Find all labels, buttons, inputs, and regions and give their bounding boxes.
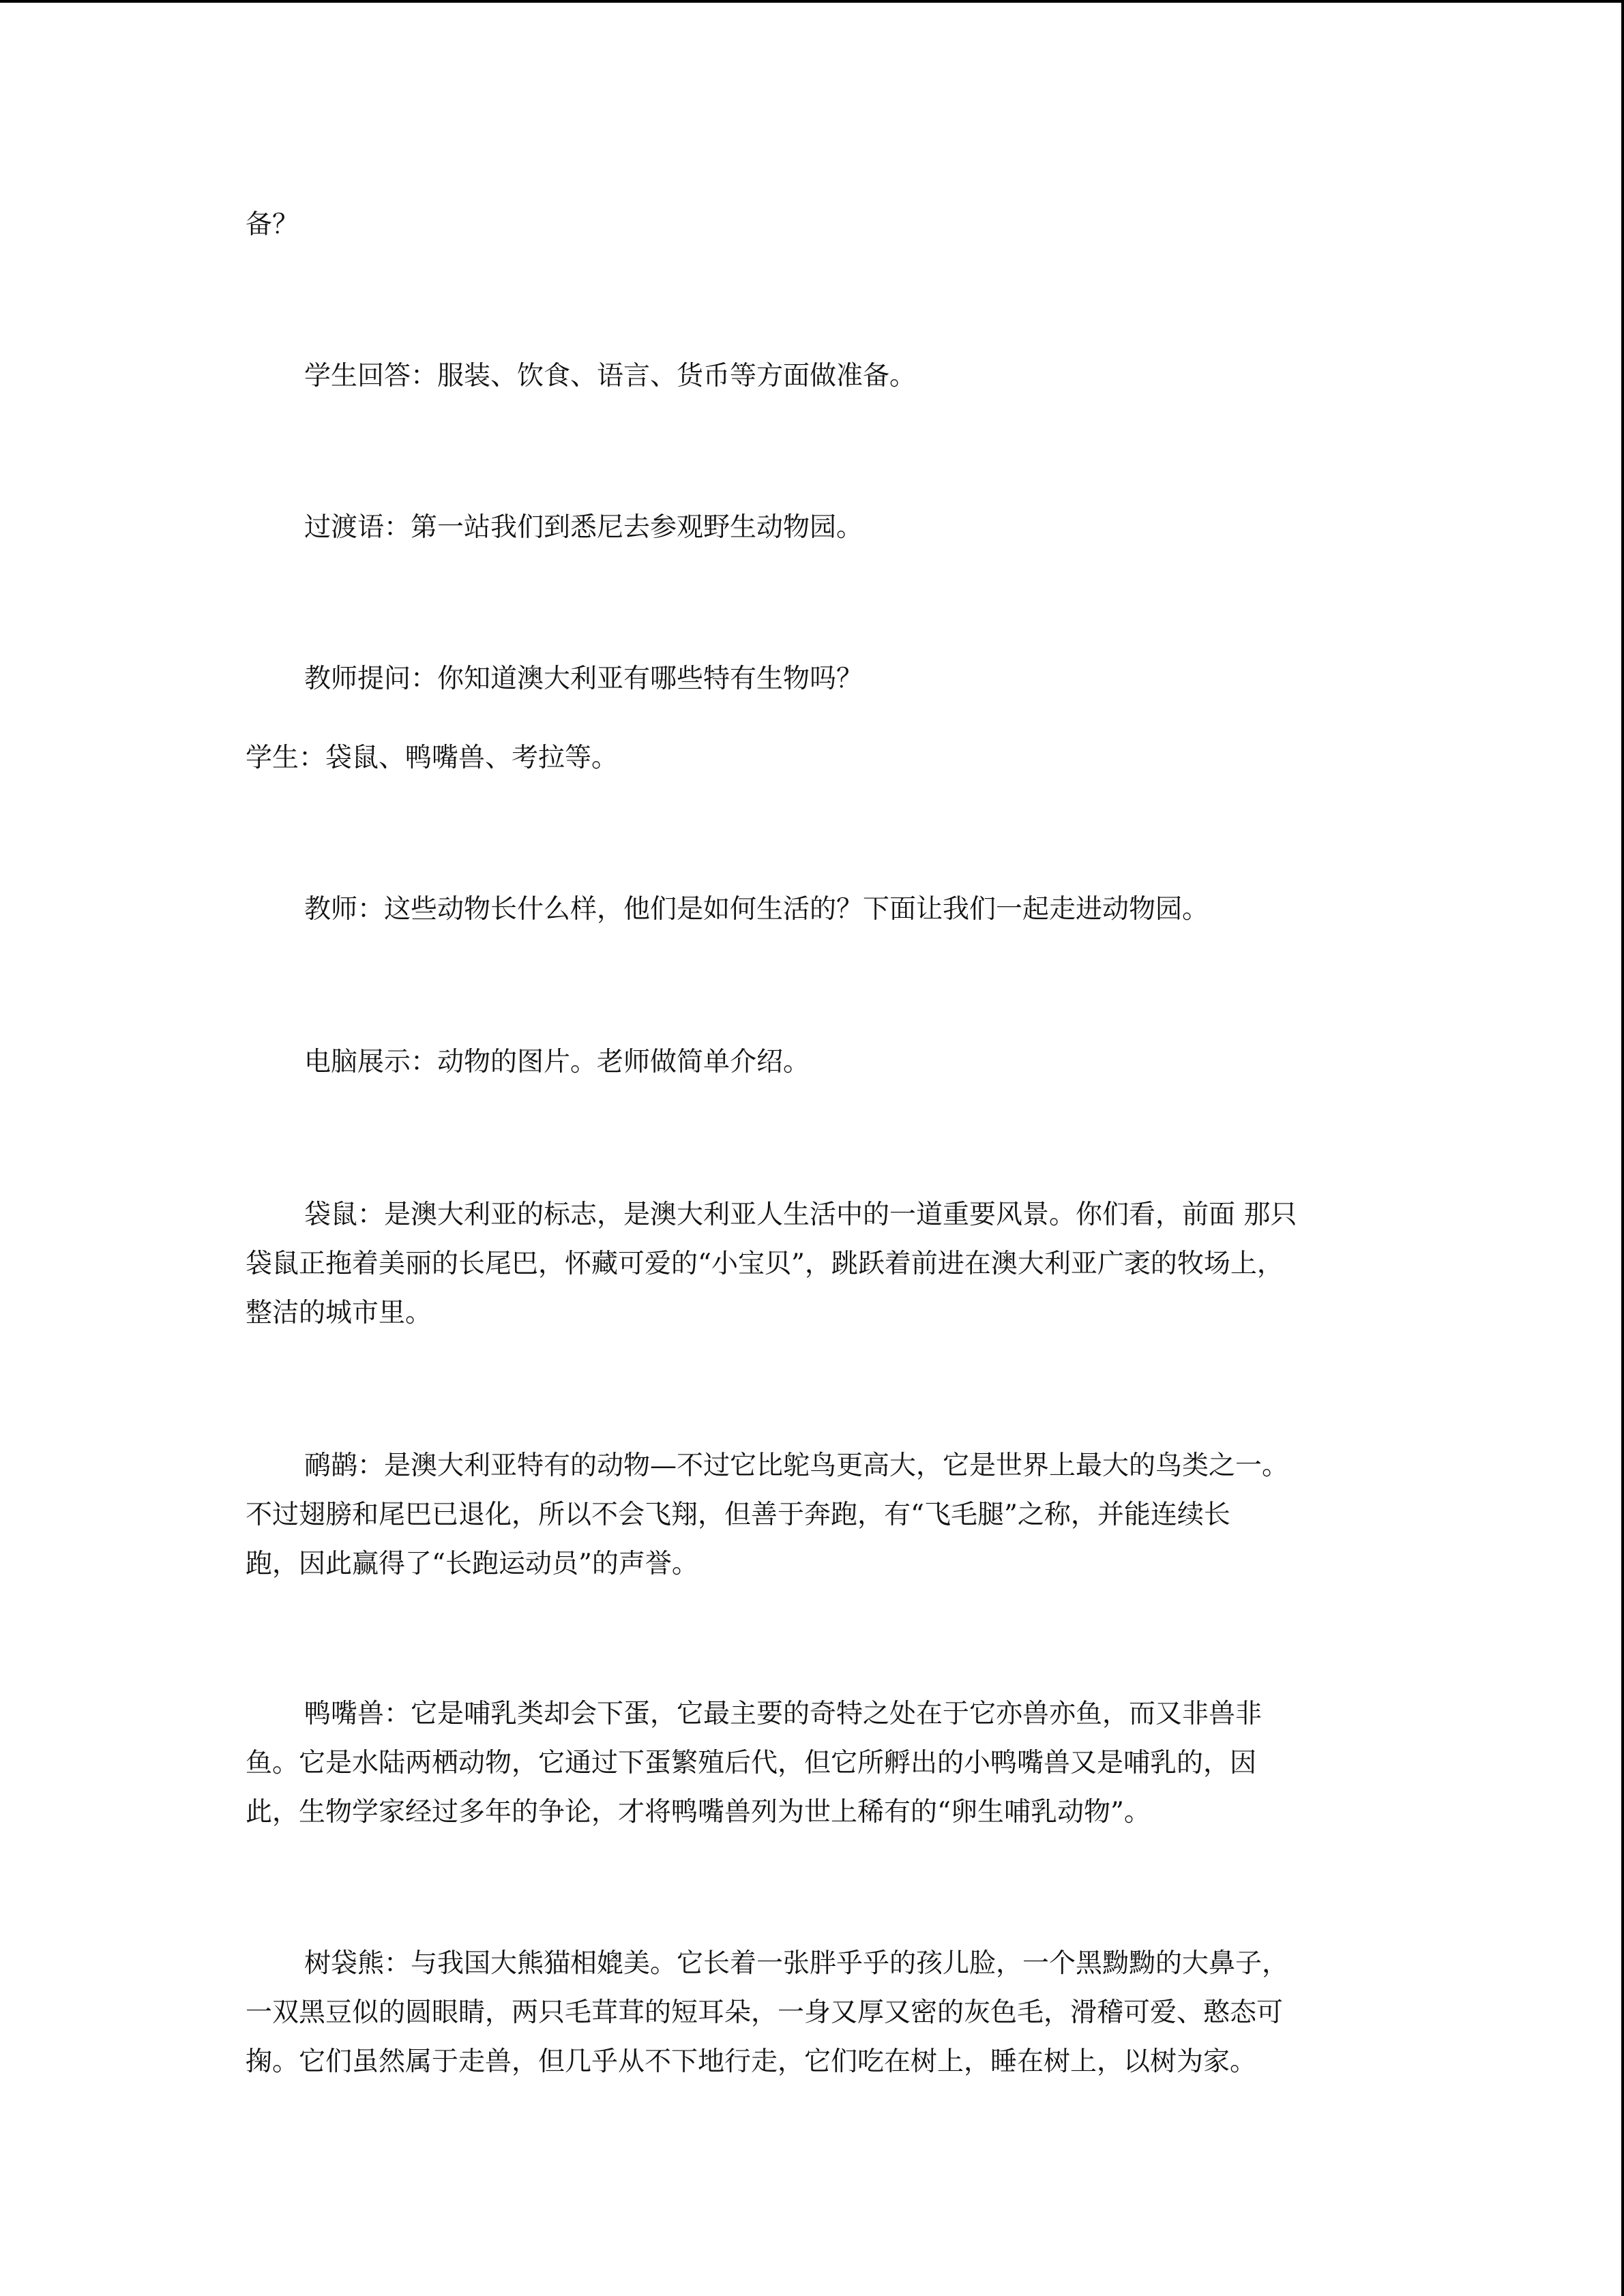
text-line: 袋鼠正拖着美丽的长尾巴，怀藏可爱的“小宝贝”，跳跃着前进在澳大利亚广袤的牧场上， <box>246 1249 1284 1279</box>
paragraph-teacher-question <box>246 655 1378 704</box>
text-line: 不过翅膀和尾巴已退化，所以不会飞翔，但善于奔跑，有“飞毛腿”之称，并能连续长 <box>246 1500 1230 1530</box>
text-line: 教师：这些动物长什么样，他们是如何生活的？下面让我们一起走进动物园。 <box>304 894 1209 925</box>
text-line: 此，生物学家经过多年的争论，才将鸭嘴兽列为世上稀有的“卵生哺乳动物”。 <box>246 1797 1151 1828</box>
paragraph-computer-display <box>246 1038 1378 1087</box>
text-line: 电脑展示：动物的图片。老师做简单介绍。 <box>304 1047 810 1077</box>
text-line: 树袋熊：与我国大熊猫相媲美。它长着一张胖乎乎的孩儿脸，一个黑黝黝的大鼻子， <box>304 1948 1289 1979</box>
text-line: 教师提问：你知道澳大利亚有哪些特有生物吗？ <box>304 664 863 694</box>
paragraph-emu <box>246 1442 1378 1589</box>
paragraph-transition <box>246 503 1378 552</box>
text-line: 学生：袋鼠、鸭嘴兽、考拉等。 <box>246 743 619 773</box>
text-line: 过渡语：第一站我们到悉尼去参观野生动物园。 <box>304 512 863 543</box>
paragraph-koala <box>246 1939 1378 2087</box>
paragraph-student-reply <box>246 734 1378 783</box>
paragraph-continuation <box>246 200 1378 250</box>
text-line: 鱼。它是水陆两栖动物，它通过下蛋繁殖后代，但它所孵出的小鸭嘴兽又是哺乳的，因 <box>246 1748 1257 1778</box>
text-line: 学生回答：服装、饮食、语言、货币等方面做准备。 <box>304 361 917 391</box>
paragraph-platypus <box>246 1690 1378 1837</box>
paragraph-student-answer <box>246 352 1378 401</box>
text-line: 一双黑豆似的圆眼睛，两只毛茸茸的短耳朵，一身又厚又密的灰色毛，滑稽可爱、憨态可 <box>246 1997 1284 2028</box>
text-line: 掬。它们虽然属于走兽，但几乎从不下地行走，它们吃在树上，睡在树上，以树为家。 <box>246 2046 1257 2077</box>
text-line: 鸸鹋：是澳大利亚特有的动物—不过它比鸵鸟更高大，它是世界上最大的鸟类之一。 <box>304 1450 1289 1481</box>
text-line: 跑，因此赢得了“长跑运动员”的声誉。 <box>246 1549 698 1579</box>
text-line: 整洁的城市里。 <box>246 1298 432 1328</box>
text-line: 鸭嘴兽：它是哺乳类却会下蛋，它最主要的奇特之处在于它亦兽亦鱼，而又非兽非 <box>304 1699 1263 1729</box>
text-line: 备？ <box>246 209 299 240</box>
paragraph-kangaroo <box>246 1191 1378 1338</box>
paragraph-teacher-intro <box>246 885 1378 934</box>
text-line: 袋鼠：是澳大利亚的标志，是澳大利亚人生活中的一道重要风景。你们看，前面 那只 <box>304 1199 1297 1230</box>
